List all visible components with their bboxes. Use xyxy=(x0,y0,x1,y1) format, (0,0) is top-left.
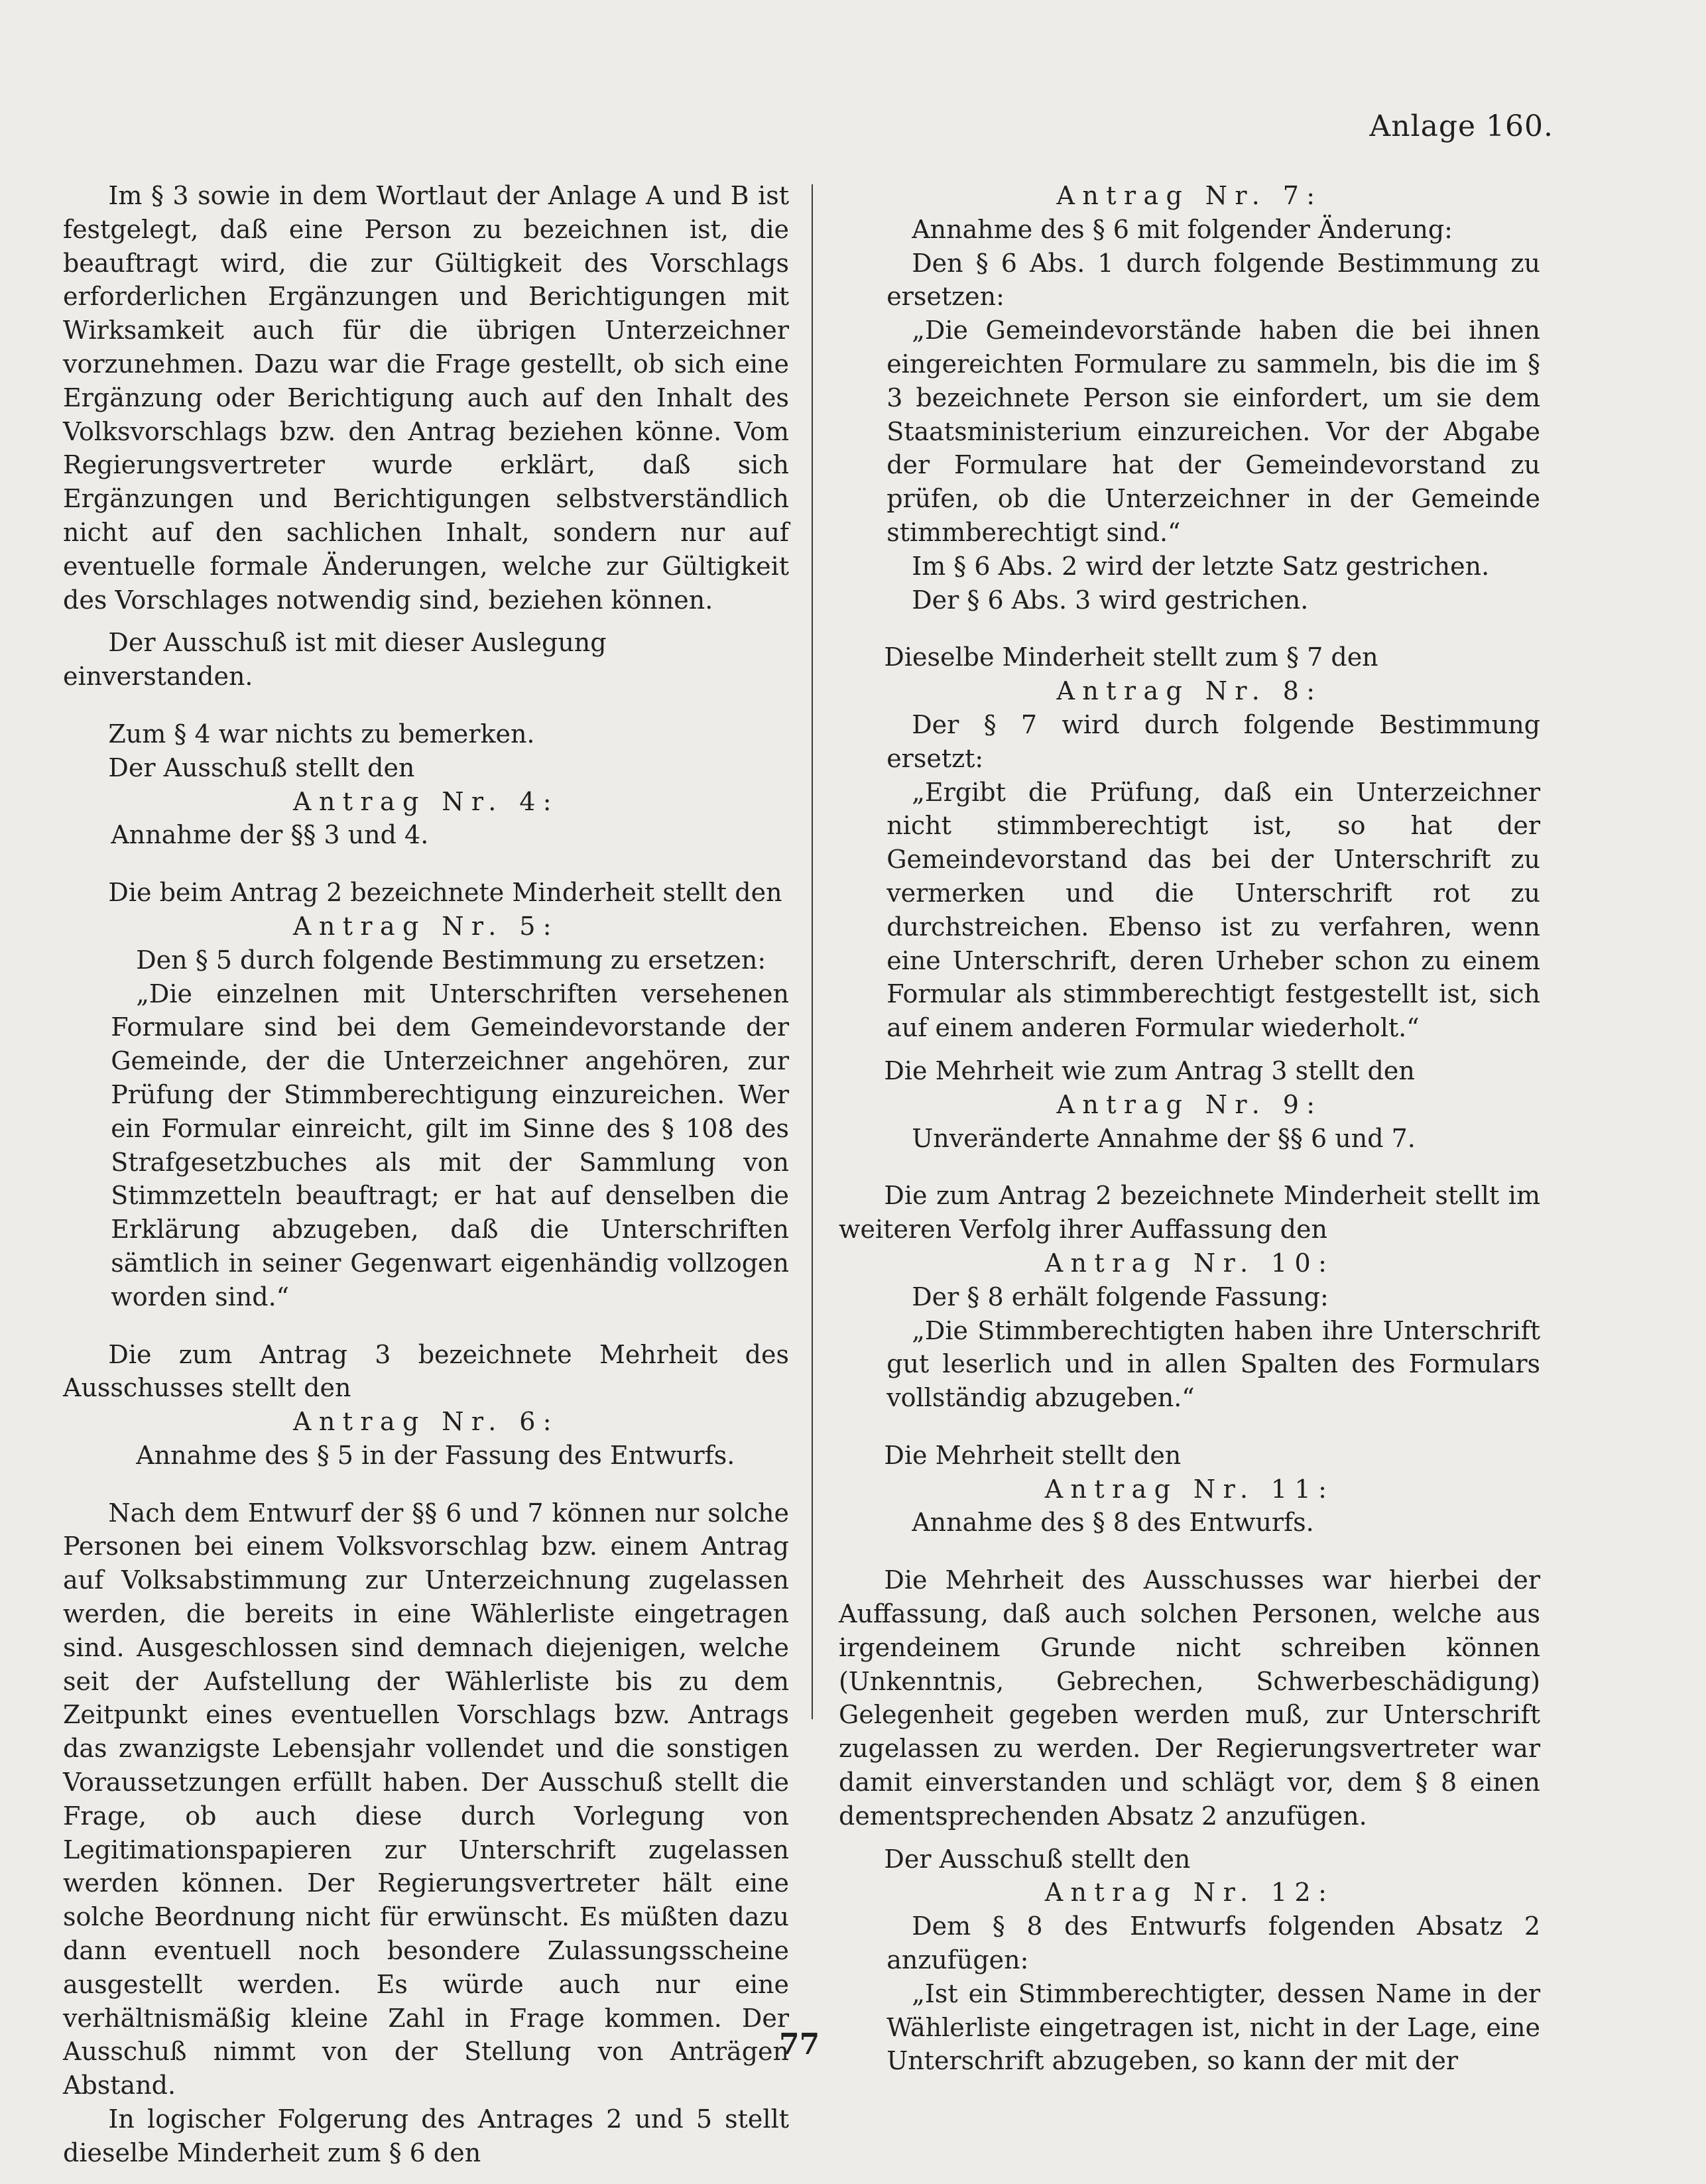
motion-text: Der § 6 Abs. 3 wird gestrichen. xyxy=(912,585,1309,615)
paragraph: Die Mehrheit des Ausschusses war hierbei der Auffassung, daß auch solchen Personen, welche aus irgendeinem Grunde nicht schreiben können (Unkenntnis, Gebrechen, Schwerbeschädigung) Gelegenheit gegeben werden muß, zur Unterschrift zugelassen zu werden. Der Regierungsvertreter war damit einverstanden und schlägt vor, dem § 8 einen dementsprechenden Absatz 2 anzufügen. xyxy=(839,1565,1540,1831)
motion-heading: Antrag Nr. 7: xyxy=(1056,181,1323,210)
motion-quote: „Die Gemeindevorstände haben die bei ihnen eingereichten Formulare zu sammeln, bis die im § 3 bezeichnete Person sie einfordert, um sie dem Staatsministerium einzureichen. Vor der Abgabe der Formulare hat der Gemeindevorstand zu prüfen, ob die Unterzeichner in der Gemeinde stimmberechtigt sind.“ xyxy=(886,316,1540,547)
motion-heading: Antrag Nr. 12: xyxy=(1044,1878,1335,1908)
paragraph: In logischer Folgerung des Antrages 2 und 5 stellt dieselbe Minderheit zum § 6 den xyxy=(63,2104,789,2167)
left-column xyxy=(63,179,789,2170)
motion-text: Annahme des § 6 mit folgender Änderung: xyxy=(912,214,1453,244)
motion-quote: „Ergibt die Prüfung, daß ein Unterzeichner nicht stimmberechtigt ist, so hat der Gemeindevorstand das bei der Unterschrift zu vermerken und die Unterschrift rot zu durchstreichen. Ebenso ist zu verfahren, wenn eine Unterschrift, deren Urheber schon zu einem Formular als stimmberechtigt festgestellt ist, sich auf einem anderen Formular wiederholt.“ xyxy=(886,777,1540,1043)
motion-heading: Antrag Nr. 10: xyxy=(1044,1248,1335,1278)
motion-text: Den § 5 durch folgende Bestimmung zu ersetzen: xyxy=(136,945,766,975)
paragraph: Der Ausschuß stellt den xyxy=(108,753,415,782)
paragraph: Im § 3 sowie in dem Wortlaut der Anlage A und B ist festgelegt, daß eine Person zu bezeichnen ist, die beauftragt wird, die zur Gültigkeit des Vorschlags erforderlichen Ergänzungen und Berichtigungen mit Wirksamkeit auch für die übrigen Unterzeichner vorzunehmen. Dazu war die Frage gestellt, ob sich eine Ergänzung oder Berichtigung auch auf den Inhalt des Volksvorschlags bzw. den Antrag beziehen könne. Vom Regierungsvertreter wurde erklärt, daß sich Ergänzungen und Berichtigungen selbstverständlich nicht auf den sachlichen Inhalt, sondern nur auf eventuelle formale Änderungen, welche zur Gültigkeit des Vorschlages notwendig sind, beziehen können. xyxy=(63,181,789,615)
paragraph: Nach dem Entwurf der §§ 6 und 7 können nur solche Personen bei einem Volksvorschlag bzw. einem Antrag auf Volksabstimmung zur Unterzeichnung zugelassen werden, die bereits in eine Wählerliste eingetragen sind. Ausgeschlossen sind demnach diejenigen, welche seit der Aufstellung der Wählerliste bis zu dem Zeitpunkt eines eventuellen Vorschlags bzw. Antrags das zwanzigste Lebensjahr vollendet und die sonstigen Voraussetzungen erfüllt haben. Der Ausschuß stellt die Frage, ob auch diese durch Vorlegung von Legitimationspapieren zur Unterschrift zugelassen werden können. Der Regierungsvertreter hält eine solche Beordnung nicht für erwünscht. Es müßten dazu dann eventuell noch besondere Zulassungsscheine ausgestellt werden. Es würde auch nur eine verhältnismäßig kleine Zahl in Frage kommen. Der Ausschuß nimmt von der Stellung von Anträgen Abstand. xyxy=(63,1498,789,2100)
motion-quote: „Ist ein Stimmberechtigter, dessen Name in der Wählerliste eingetragen ist, nicht in der Lage, eine Unterschrift abzugeben, so kann der mit der xyxy=(886,1978,1540,2076)
paragraph: Der Ausschuß ist mit dieser Auslegung einverstanden. xyxy=(63,628,607,692)
paragraph: Zum § 4 war nichts zu bemerken. xyxy=(108,719,535,749)
motion-text: Annahme der §§ 3 und 4. xyxy=(111,820,429,850)
motion-text: Annahme des § 5 in der Fassung des Entwurfs. xyxy=(136,1440,735,1470)
paragraph: Die zum Antrag 2 bezeichnete Minderheit stellt im weiteren Verfolg ihrer Auffassung den xyxy=(839,1181,1540,1244)
motion-text: Dem § 8 des Entwurfs folgenden Absatz 2 anzufügen: xyxy=(886,1911,1540,1975)
page-number: 77 xyxy=(779,2028,820,2061)
motion-text: Im § 6 Abs. 2 wird der letzte Satz gestrichen. xyxy=(912,551,1490,581)
motion-heading: Antrag Nr. 4: xyxy=(293,786,559,816)
paragraph: Der Ausschuß stellt den xyxy=(884,1844,1191,1874)
paragraph: Die zum Antrag 3 bezeichnete Mehrheit des Ausschusses stellt den xyxy=(63,1339,789,1403)
motion-heading: Antrag Nr. 5: xyxy=(293,911,559,941)
motion-text: Den § 6 Abs. 1 durch folgende Bestimmung zu ersetzen: xyxy=(886,248,1540,312)
paragraph: Die beim Antrag 2 bezeichnete Minderheit stellt den xyxy=(108,878,782,908)
motion-text: Annahme des § 8 des Entwurfs. xyxy=(912,1508,1314,1538)
motion-heading: Antrag Nr. 8: xyxy=(1056,676,1323,706)
motion-quote: „Die Stimmberechtigten haben ihre Unterschrift gut leserlich und in allen Spalten des Formulars vollständig abzugeben.“ xyxy=(886,1315,1540,1413)
motion-heading: Antrag Nr. 6: xyxy=(293,1407,559,1437)
column-divider xyxy=(812,184,813,1719)
motion-text: Der § 8 erhält folgende Fassung: xyxy=(912,1282,1329,1311)
motion-heading: Antrag Nr. 11: xyxy=(1044,1474,1335,1504)
paragraph: Dieselbe Minderheit stellt zum § 7 den xyxy=(884,642,1378,672)
motion-text: Unveränderte Annahme der §§ 6 und 7. xyxy=(912,1123,1416,1153)
paragraph: Die Mehrheit stellt den xyxy=(884,1440,1182,1470)
right-column xyxy=(839,179,1540,2078)
paragraph: Die Mehrheit wie zum Antrag 3 stellt den xyxy=(884,1056,1415,1085)
motion-text: Der § 7 wird durch folgende Bestimmung ersetzt: xyxy=(886,709,1540,773)
motion-quote: „Die einzelnen mit Unterschriften versehenen Formulare sind bei dem Gemeindevorstande der Gemeinde, der die Unterzeichner angehören, zur Prüfung der Stimmberechtigung einzureichen. Wer ein Formular einreicht, gilt im Sinne des § 108 des Strafgesetzbuches als mit der Sammlung von Stimmzetteln beauftragt; er hat auf denselben die Erklärung abzugeben, daß die Unterschriften sämtlich in seiner Gegenwart eigenhändig vollzogen worden sind.“ xyxy=(111,979,789,1311)
motion-heading: Antrag Nr. 9: xyxy=(1056,1089,1323,1119)
annex-header: Anlage 160. xyxy=(1369,109,1554,143)
